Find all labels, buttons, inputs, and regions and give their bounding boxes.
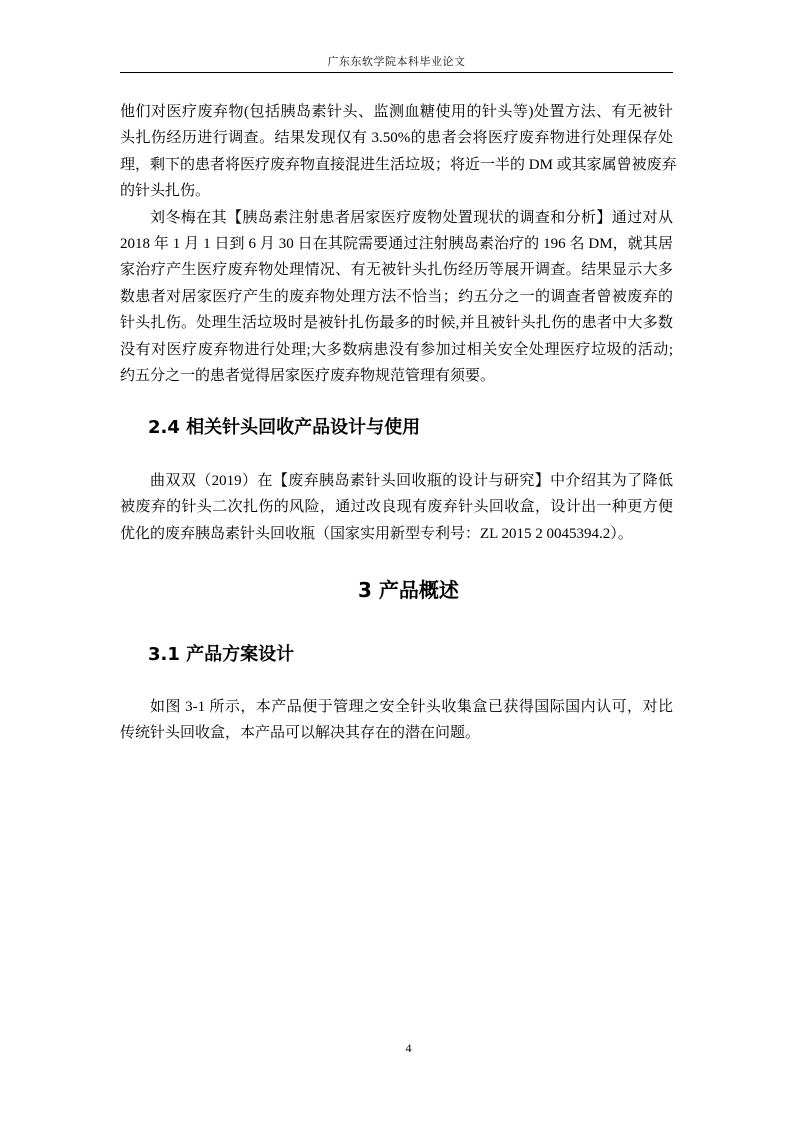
text-line: 传统针头回收盒，本产品可以解决其存在的潜在问题。 <box>120 725 481 742</box>
text-line: 他们对医疗废弃物(包括胰岛素针头、监测血糖使用的针头等)处置方法、有无被针 <box>120 104 673 120</box>
text-line: 头扎伤经历进行调查。结果发现仅有 3.50%的患者会将医疗废弃物进行处理保存处 <box>120 130 673 147</box>
section-heading-3-1: 3.1 产品方案设计 <box>148 644 295 665</box>
paragraph <box>120 694 673 747</box>
text-line: 家治疗产生医疗废弃物处理情况、有无被针头扎伤经历等展开调查。结果显示大多 <box>120 262 673 279</box>
chapter-heading-3: 3 产品概述 <box>358 578 459 602</box>
text-line: 优化的废弃胰岛素针头回收瓶（国家实用新型专利号：ZL 2015 2 0045394.2）。 <box>120 525 633 542</box>
page-number: 4 <box>405 1041 412 1055</box>
text-line: 曲双双（2019）在【废弃胰岛素针头回收瓶的设计与研究】中介绍其为了降低 <box>150 473 673 489</box>
body-text-block <box>120 99 677 389</box>
text-line: 的针头扎伤。 <box>120 183 211 200</box>
text-line: 2018 年 1 月 1 日到 6 月 30 日在其院需要通过注射胰岛素治疗的 196 名 DM，就其居 <box>120 235 673 252</box>
text-line: 被废弃的针头二次扎伤的风险，通过改良现有废弃针头回收盒，设计出一种更方便 <box>120 499 673 516</box>
text-line: 约五分之一的患者觉得居家医疗废弃物规范管理有须要。 <box>120 367 496 384</box>
text-line: 没有对医疗废弃物进行处理;大多数病患没有参加过相关安全处理医疗垃圾的活动; <box>120 341 673 358</box>
text-line: 刘冬梅在其【胰岛素注射患者居家医疗废物处置现状的调查和分析】通过对从 <box>150 209 673 226</box>
section-heading-2-4: 2.4 相关针头回收产品设计与使用 <box>148 417 421 438</box>
text-line: 针头扎伤。处理生活垃圾时是被针扎伤最多的时候,并且被针头扎伤的患者中大多数 <box>120 315 673 332</box>
text-line: 理，剩下的患者将医疗废弃物直接混进生活垃圾；将近一半的 DM 或其家属曾被废弃 <box>120 156 677 173</box>
header-rule <box>120 72 673 73</box>
page-header-title: 广东东软学院本科毕业论文 <box>327 56 466 68</box>
text-line: 数患者对居家医疗产生的废弃物处理方法不恰当；约五分之一的调查者曾被废弃的 <box>120 288 673 305</box>
text-line: 如图 3-1 所示，本产品便于管理之安全针头收集盒已获得国际国内认可，对比 <box>150 699 673 715</box>
paragraph <box>120 468 673 547</box>
